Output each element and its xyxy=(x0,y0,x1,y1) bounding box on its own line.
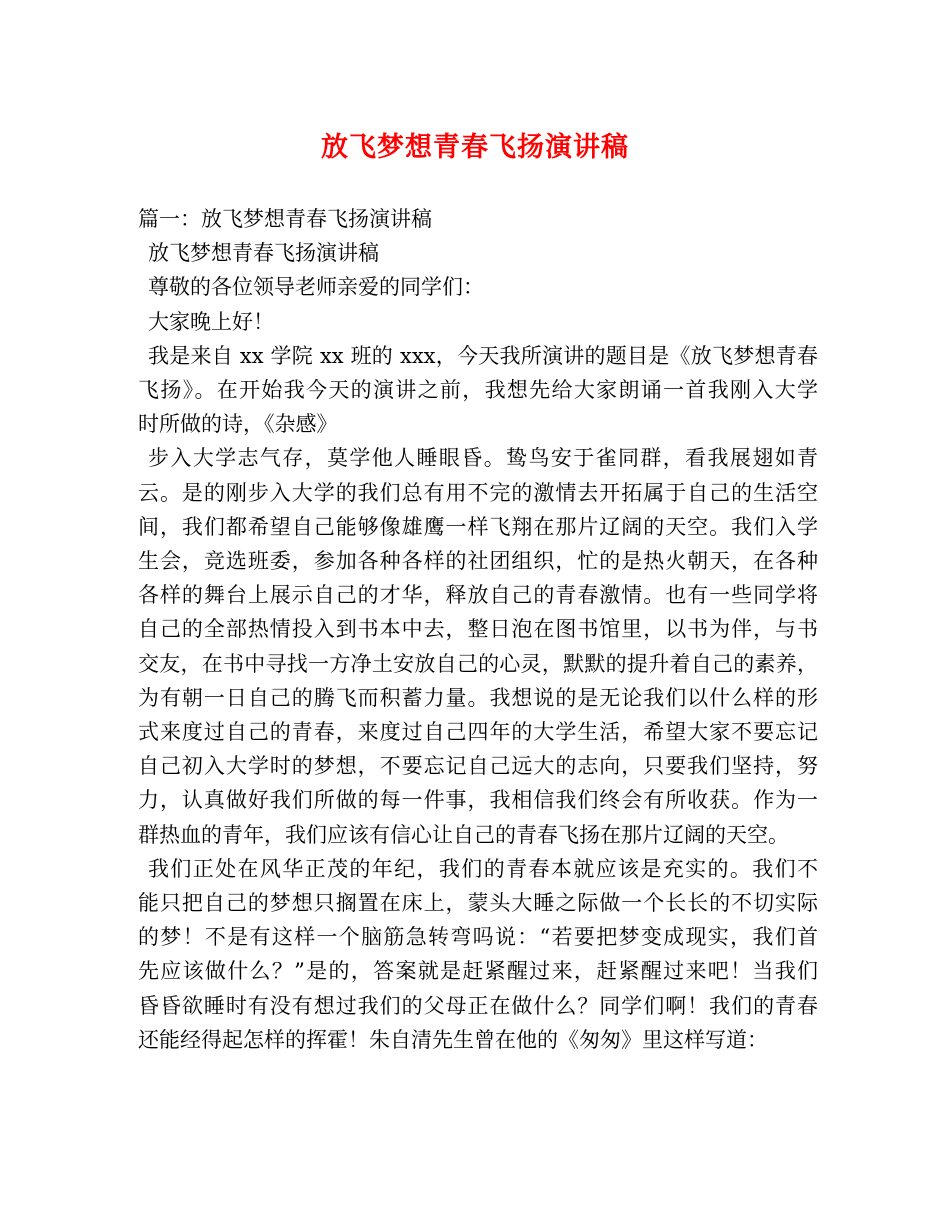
document-title: 放飞梦想青春飞扬演讲稿 xyxy=(321,132,629,163)
text-line: 生会，竞选班委，参加各种各样的社团组织，忙的是热火朝天，在各种 xyxy=(138,549,818,574)
text-line: 飞扬》。在开始我今天的演讲之前，我想先给大家朗诵一首我刚入大学 xyxy=(138,378,818,403)
document-body xyxy=(138,202,818,1057)
text-line: 式来度过自己的青春，来度过自己四年的大学生活，希望大家不要忘记 xyxy=(138,720,818,745)
text-line: 间，我们都希望自己能够像雄鹰一样飞翔在那片辽阔的天空。我们入学 xyxy=(138,514,818,539)
text-line: 的梦！不是有这样一个脑筋急转弯吗说：“若要把梦变成现实，我们首 xyxy=(138,925,818,950)
text-line: 先应该做什么？”是的，答案就是赶紧醒过来，赶紧醒过来吧！当我们 xyxy=(138,959,818,984)
text-line: 力，认真做好我们所做的每一件事，我相信我们终会有所收获。作为一 xyxy=(138,788,818,813)
text-line: 放飞梦想青春飞扬演讲稿 xyxy=(148,241,379,266)
text-line: 能只把自己的梦想只搁置在床上，蒙头大睡之际做一个长长的不切实际 xyxy=(138,891,818,916)
text-line: 各样的舞台上展示自己的才华，释放自己的青春激情。也有一些同学将 xyxy=(138,583,818,608)
text-line: 我是来自 xx 学院 xx 班的 xxx，今天我所演讲的题目是《放飞梦想青春 xyxy=(148,343,818,368)
text-line: 大家晚上好！ xyxy=(148,309,274,334)
text-line: 篇一：放飞梦想青春飞扬演讲稿 xyxy=(138,207,432,231)
text-line: 云。是的刚步入大学的我们总有用不完的激情去开拓属于自己的生活空 xyxy=(138,480,818,505)
text-line: 步入大学志气存，莫学他人睡眼昏。鸷鸟安于雀同群，看我展翅如青 xyxy=(148,446,818,471)
text-line: 为有朝一日自己的腾飞而积蓄力量。我想说的是无论我们以什么样的形 xyxy=(138,685,818,710)
text-line: 昏昏欲睡时有没有想过我们的父母正在做什么？同学们啊！我们的青春 xyxy=(138,993,818,1018)
text-line: 交友，在书中寻找一方净土安放自己的心灵，默默的提升着自己的素养， xyxy=(138,651,818,676)
text-line: 尊敬的各位领导老师亲爱的同学们： xyxy=(148,275,484,300)
text-line: 时所做的诗，《杂感》 xyxy=(138,412,338,437)
text-line: 群热血的青年，我们应该有信心让自己的青春飞扬在那片辽阔的天空。 xyxy=(138,822,789,847)
text-line: 自己的全部热情投入到书本中去，整日泡在图书馆里，以书为伴，与书 xyxy=(138,617,818,642)
text-line: 我们正处在风华正茂的年纪，我们的青春本就应该是充实的。我们不 xyxy=(148,856,818,881)
text-line: 还能经得起怎样的挥霍！朱自清先生曾在他的《匆匆》里这样写道： xyxy=(138,1027,768,1052)
text-line: 自己初入大学时的梦想，不要忘记自己远大的志向，只要我们坚持，努 xyxy=(138,754,818,779)
